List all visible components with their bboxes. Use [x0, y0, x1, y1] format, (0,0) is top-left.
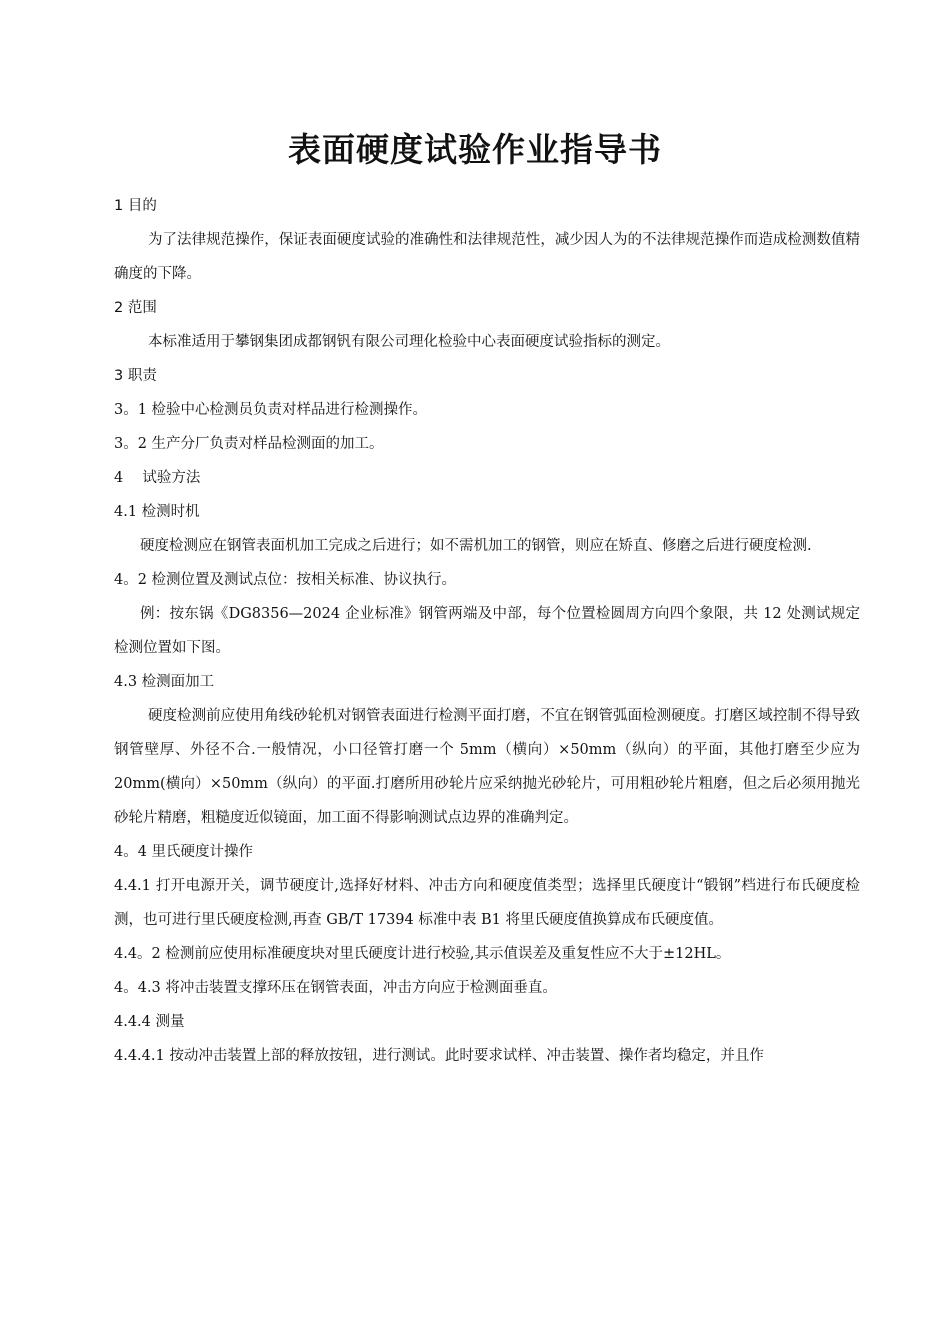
section-heading-purpose: 1 目的 — [114, 198, 157, 214]
subsection-heading-4-1: 4.1 检测时机 — [114, 504, 200, 520]
paragraph-4-2-example: 例：按东锅《DG8356—2024 企业标准》钢管两端及中部，每个位置检圆周方向四个象限，共 12 处测试规定检测位置如下图。 — [114, 606, 860, 656]
section-heading-scope: 2 范围 — [114, 300, 157, 316]
document-title: 表面硬度试验作业指导书 — [288, 130, 662, 169]
paragraph-4-3: 硬度检测前应使用角线砂轮机对钢管表面进行检测平面打磨，不宜在钢管弧面检测硬度。打磨区域控制不得导致钢管壁厚、外径不合.一般情况，小口径管打磨一个 5mm（横向）×50mm（纵向）的平面，其他打磨至少应为 20mm(横向）×50mm（纵向）的平面.打磨所用砂轮片应采纳抛光砂轮片，可用粗砂轮片粗磨，但之后必须用抛光砂轮片精磨，粗糙度近似镜面，加工面不得影响测试点边界的准确判定。 — [114, 708, 860, 826]
document-body — [114, 189, 860, 1073]
paragraph-purpose: 为了法律规范操作，保证表面硬度试验的准确性和法律规范性，减少因人为的不法律规范操作而造成检测数值精确度的下降。 — [114, 232, 860, 282]
section-heading-duties: 3 职责 — [114, 368, 157, 384]
paragraph-4-4-2: 4.4。2 检测前应使用标准硬度块对里氏硬度计进行校验,其示值误差及重复性应不大于±12HL。 — [114, 946, 731, 962]
paragraph-4-4-1: 4.4.1 打开电源开关，调节硬度计,选择好材料、冲击方向和硬度值类型；选择里氏硬度计“锻钢”档进行布氏硬度检测，也可进行里氏硬度检测,再查 GB/T 17394 标准中表 B1 将里氏硬度值换算成布氏硬度值。 — [114, 878, 860, 928]
paragraph-4-2: 4。2 检测位置及测试点位：按相关标准、协议执行。 — [114, 572, 457, 588]
paragraph-4-1: 硬度检测应在钢管表面机加工完成之后进行；如不需机加工的钢管，则应在矫直、修磨之后进行硬度检测. — [140, 538, 812, 554]
subsection-heading-4-4: 4。4 里氏硬度计操作 — [114, 844, 254, 860]
section-heading-method: 4 试验方法 — [114, 470, 201, 486]
subsection-heading-4-3: 4.3 检测面加工 — [114, 674, 215, 690]
paragraph-scope: 本标准适用于攀钢集团成都钢钒有限公司理化检验中心表面硬度试验指标的测定。 — [148, 334, 670, 350]
paragraph-duty-3-2: 3。2 生产分厂负责对样品检测面的加工。 — [114, 436, 384, 452]
paragraph-4-4-4-1: 4.4.4.1 按动冲击装置上部的释放按钮，进行测试。此时要求试样、冲击装置、操作者均稳定，并且作 — [114, 1048, 764, 1064]
paragraph-4-4-3: 4。4.3 将冲击装置支撑环压在钢管表面，冲击方向应于检测面垂直。 — [114, 980, 557, 996]
subsection-heading-4-4-4: 4.4.4 测量 — [114, 1014, 185, 1030]
paragraph-duty-3-1: 3。1 检验中心检测员负责对样品进行检测操作。 — [114, 402, 428, 418]
